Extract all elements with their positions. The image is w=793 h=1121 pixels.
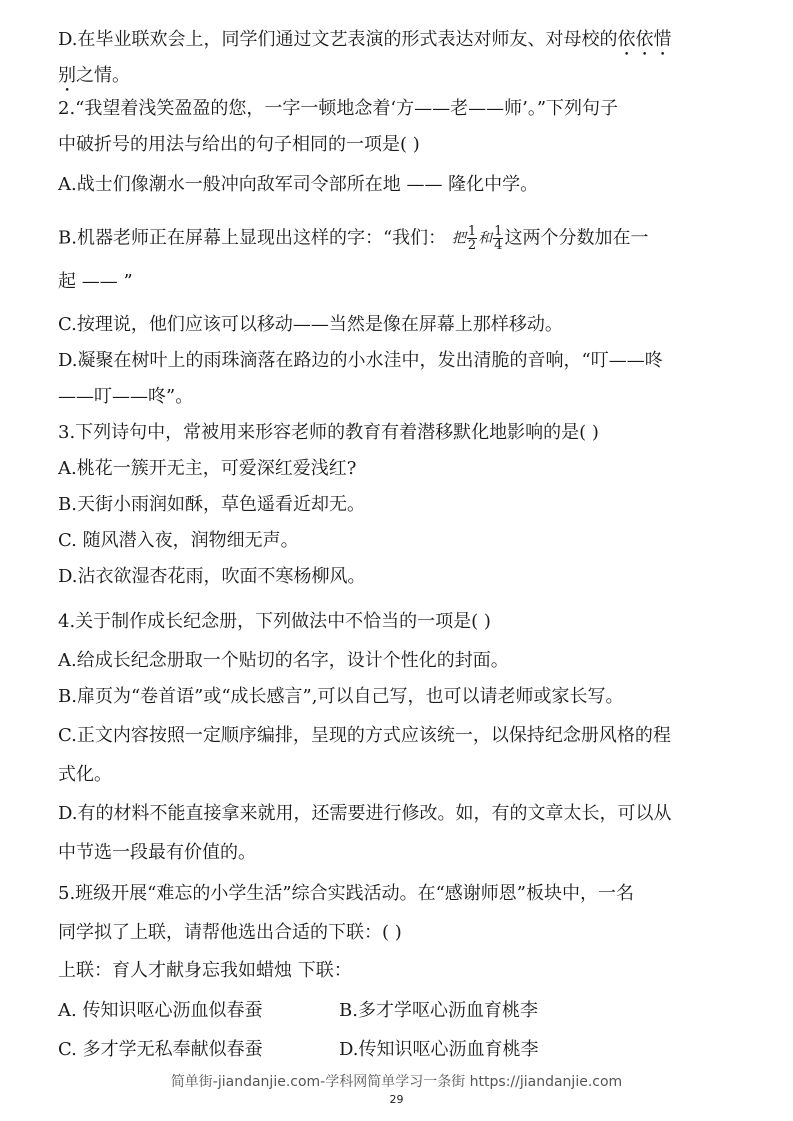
- text-line: [58, 28, 672, 60]
- couplet-first-line: 上联：育人才献身忘我如蜡烛 下联：: [58, 960, 352, 981]
- option-b: B.天街小雨润如酥，草色遥看近却无。: [58, 494, 365, 515]
- text-line: [58, 64, 130, 96]
- option-c-cont: 式化。: [58, 764, 112, 785]
- text-span: 这两个分数加在一: [504, 227, 649, 249]
- text-span: 之情。: [76, 65, 130, 86]
- option-d-cont: ——叮——咚”。: [58, 386, 194, 407]
- question-4-stem: 4.关于制作成长纪念册，下列做法中不恰当的一项是( ): [58, 611, 491, 632]
- option-b: [58, 225, 648, 252]
- option-c: C. 多才学无私奉献似春蚕: [58, 1039, 263, 1060]
- question-3-stem: 3.下列诗句中，常被用来形容老师的教育有着潜移默化地影响的是( ): [58, 422, 599, 443]
- options-row: [58, 1038, 748, 1062]
- option-b: B.多才学呕心沥血育桃李: [339, 1000, 538, 1021]
- option-a: A.战士们像潮水一般冲向敌军司令部所在地 —— 隆化中学。: [58, 174, 539, 195]
- question-5-stem-cont: 同学拟了上联，请帮他选出合适的下联：( ): [58, 922, 402, 943]
- fraction-numerator: 1: [494, 224, 503, 239]
- footer-watermark: 简单街-jiandanjie.com-学科网简单学习一条街 https://jiandanjie.com: [170, 1074, 623, 1090]
- option-d-cont: 中节选一段最有价值的。: [58, 842, 256, 863]
- option-b-cont: 起 —— ”: [58, 271, 133, 292]
- fraction: [493, 225, 503, 252]
- options-row: [58, 999, 748, 1023]
- emphasis-text: 别: [58, 65, 76, 86]
- option-c: C. 随风潜入夜，润物细无声。: [58, 530, 299, 551]
- fraction-denominator: 2: [467, 238, 477, 253]
- page-number: 29: [389, 1093, 404, 1106]
- text-span: D.在毕业联欢会上，同学们通过文艺表演的形式表达对师友、对母校的: [58, 29, 618, 50]
- fraction-denominator: 4: [494, 238, 503, 253]
- option-d: D.沾衣欲湿杏花雨，吹面不寒杨柳风。: [58, 566, 366, 587]
- emphasis-text: 依依惜: [617, 29, 672, 50]
- text-span: B.机器老师正在屏幕上显现出这样的字：“我们：: [58, 227, 447, 249]
- option-a: A.桃花一簇开无主，可爱深红爱浅红?: [58, 458, 357, 479]
- option-d: D.凝聚在树叶上的雨珠滴落在路边的小水洼中，发出清脆的音响，“叮——咚: [58, 350, 663, 371]
- option-b: B.扉页为“卷首语”或“成长感言”,可以自己写，也可以请老师或家长写。: [58, 686, 624, 707]
- option-c: C.正文内容按照一定顺序编排，呈现的方式应该统一，以保持纪念册风格的程: [58, 725, 671, 746]
- question-2-stem-cont: 中破折号的用法与给出的句子相同的一项是( ): [58, 134, 420, 155]
- fraction: [467, 225, 477, 252]
- option-a: A.给成长纪念册取一个贴切的名字，设计个性化的封面。: [58, 650, 509, 671]
- option-d: D.传知识呕心沥血育桃李: [339, 1039, 539, 1060]
- option-d: D.有的材料不能直接拿来就用，还需要进行修改。如，有的文章太长，可以从: [58, 803, 672, 824]
- fraction-numerator: 1: [467, 224, 477, 239]
- question-2-stem: 2.“我望着浅笑盈盈的您，一字一顿地念着‘方——老——师’。”下列句子: [58, 98, 619, 119]
- option-c: C.按理说，他们应该可以移动——当然是像在屏幕上那样移动。: [58, 314, 563, 335]
- question-5-stem: 5.班级开展“难忘的小学生活”综合实践活动。在“感谢师恩”板块中，一名: [58, 883, 634, 904]
- option-a: A. 传知识呕心沥血似春蚕: [58, 1000, 263, 1021]
- handwritten-text: 把: [451, 230, 466, 247]
- handwritten-text: 和: [478, 230, 493, 247]
